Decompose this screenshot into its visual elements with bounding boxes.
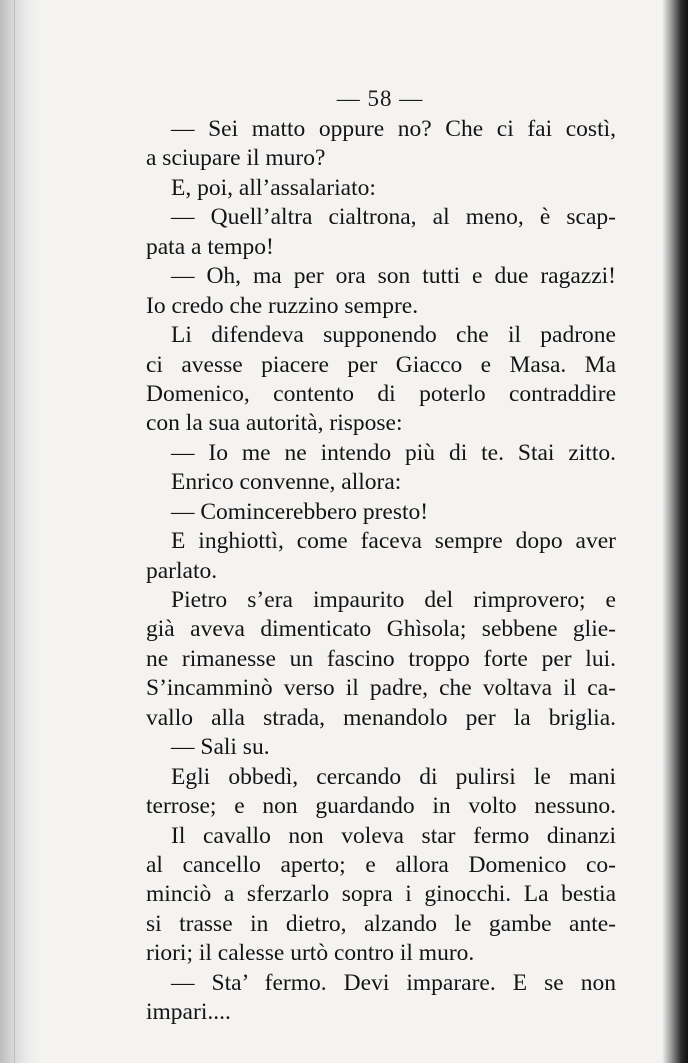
text-line: Domenico, contento di poterlo contraddire (146, 380, 616, 407)
text-line: con la sua autorità, rispose: (146, 410, 403, 437)
binding-crease (14, 0, 15, 1063)
page-number: — 58 — (336, 86, 424, 111)
text-line: Pietro s’era impaurito del rimprovero; e (171, 587, 616, 613)
text-line: a sciupare il muro? (146, 145, 326, 172)
text-line: E inghiottì, come faceva sempre dopo aver (171, 528, 616, 555)
text-line: E, poi, all’assalariato: (171, 174, 376, 201)
text-line: Li difendeva supponendo che il padrone (171, 322, 616, 349)
text-line: al cancello aperto; e allora Domenico co- (146, 851, 616, 878)
text-line: parlato. (146, 557, 218, 584)
text-line: Egli obbedì, cercando di pulirsi le mani (171, 763, 616, 790)
text-line: — Sei matto oppure no? Che ci fai costì, (171, 116, 616, 142)
text-line: impari.... (146, 999, 231, 1026)
text-line: — Sta’ fermo. Devi imparare. E se non (171, 969, 616, 996)
text-line: terrose; e non guardando in volto nessuno. (146, 793, 616, 820)
text-line: Enrico convenne, allora: (171, 469, 402, 496)
page-edge-shadow (662, 0, 688, 1063)
text-line: ne rimanesse un fascino troppo forte per lui. (146, 645, 616, 672)
text-line: già aveva dimenticato Ghìsola; sebbene glie- (146, 616, 616, 643)
text-line: — Comincerebbero presto! (171, 498, 429, 525)
binding-shadow (0, 0, 40, 1063)
text-line: si trasse in dietro, alzando le gambe ante- (146, 910, 616, 937)
text-line: — Sali su. (171, 734, 270, 761)
text-line: — Io me ne intendo più di te. Stai zitto. (171, 439, 616, 466)
text-line: riori; il calesse urtò contro il muro. (146, 940, 475, 967)
text-line: Io credo che ruzzino sempre. (146, 292, 419, 319)
text-line: — Oh, ma per ora son tutti e due ragazzi! (171, 263, 616, 290)
text-line: vallo alla strada, menandolo per la briglia. (146, 704, 616, 731)
text-line: minciò a sferzarlo sopra i ginocchi. La bestia (146, 881, 616, 908)
body-text (146, 115, 616, 1028)
text-line: pata a tempo! (146, 233, 274, 260)
text-line: Il cavallo non voleva star fermo dinanzi (171, 822, 616, 849)
text-line: S’incamminò verso il padre, che voltava il ca- (146, 675, 616, 702)
text-line: ci avesse piacere per Giacco e Masa. Ma (146, 351, 616, 378)
text-line: — Quell’altra cialtrona, al meno, è scap- (171, 204, 616, 231)
